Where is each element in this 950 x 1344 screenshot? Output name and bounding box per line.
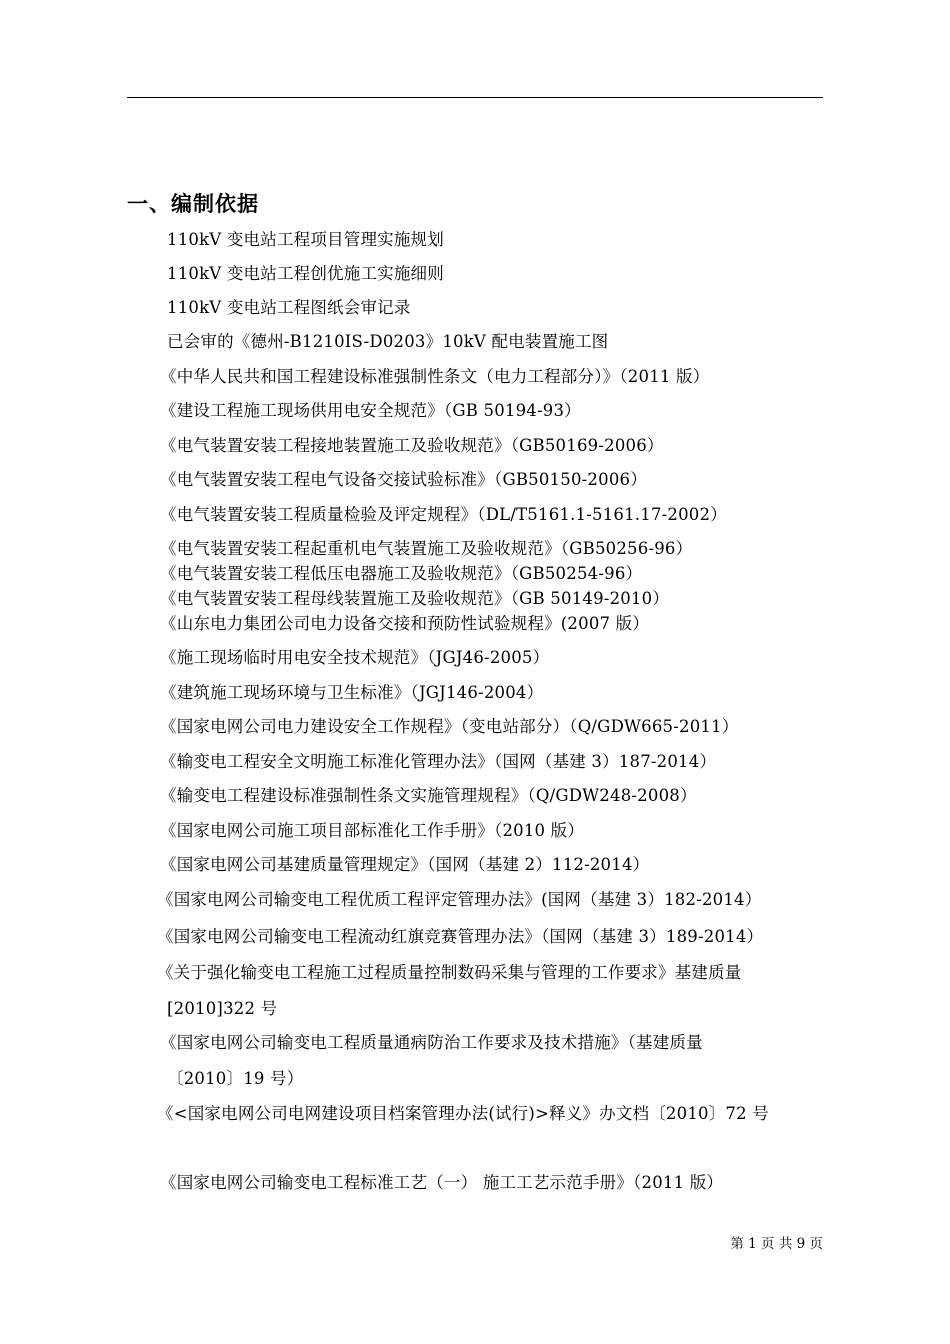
reference-line: 《国家电网公司电力建设安全工作规程》（变电站部分）（Q/GDW665-2011） xyxy=(160,717,739,736)
reference-line: 《建筑施工现场环境与卫生标准》（JGJ146-2004） xyxy=(160,683,544,702)
reference-line: 《施工现场临时用电安全技术规范》（JGJ46-2005） xyxy=(160,648,550,667)
reference-line: 《输变电工程安全文明施工标准化管理办法》（国网（基建 3）187-2014） xyxy=(160,752,717,771)
page-number: 第 1 页 共 9 页 xyxy=(730,1236,823,1252)
reference-line: 《山东电力集团公司电力设备交接和预防性试验规程》(2007 版） xyxy=(160,614,650,633)
reference-line: 《国家电网公司输变电工程优质工程评定管理办法》(国网（基建 3）182-2014） xyxy=(157,890,762,909)
reference-line: 《电气装置安装工程低压电器施工及验收规范》（GB50254-96） xyxy=(160,564,643,583)
reference-line: 《<国家电网公司电网建设项目档案管理办法(试行)>释义》办文档〔2010〕72 号 xyxy=(157,1104,769,1123)
reference-line: 《国家电网公司输变电工程质量通病防治工作要求及技术措施》（基建质量 xyxy=(160,1033,703,1052)
reference-line: 《电气装置安装工程母线装置施工及验收规范》（GB 50149-2010） xyxy=(160,589,670,608)
reference-line: 110kV 变电站工程创优施工实施细则 xyxy=(167,264,444,283)
reference-line: 110kV 变电站工程项目管理实施规划 xyxy=(167,230,444,249)
reference-line: 《电气装置安装工程电气设备交接试验标准》（GB50150-2006） xyxy=(160,470,647,489)
reference-line: 《国家电网公司基建质量管理规定》（国网（基建 2）112-2014） xyxy=(160,855,650,874)
reference-line: 《输变电工程建设标准强制性条文实施管理规程》（Q/GDW248-2008） xyxy=(160,786,697,805)
reference-line: 《电气装置安装工程起重机电气装置施工及验收规范》（GB50256-96） xyxy=(160,539,693,558)
section-heading: 一、编制依据 xyxy=(127,191,259,216)
reference-line: 《电气装置安装工程接地装置施工及验收规范》（GB50169-2006） xyxy=(160,436,664,455)
reference-line: 《关于强化输变电工程施工过程质量控制数码采集与管理的工作要求》基建质量 xyxy=(157,963,742,982)
reference-line: 《电气装置安装工程质量检验及评定规程》（DL/T5161.1-5161.17-2002） xyxy=(160,505,727,524)
reference-line: 已会审的《德州-B1210IS-D0203》10kV 配电装置施工图 xyxy=(167,332,609,351)
reference-line-continuation: [2010]322 号 xyxy=(167,999,278,1018)
reference-line: 110kV 变电站工程图纸会审记录 xyxy=(167,298,411,317)
header-rule xyxy=(127,97,823,98)
reference-line: 《国家电网公司施工项目部标准化工作手册》（2010 版） xyxy=(160,821,585,840)
reference-line: 《国家电网公司输变电工程标准工艺（一） 施工工艺示范手册》（2011 版） xyxy=(160,1173,724,1192)
reference-line: 《建设工程施工现场供用电安全规范》（GB 50194-93） xyxy=(160,401,581,420)
reference-line: 《国家电网公司输变电工程流动红旗竞赛管理办法》（国网（基建 3）189-2014） xyxy=(157,927,764,946)
reference-line-continuation: 〔2010〕19 号） xyxy=(167,1069,304,1088)
reference-line: 《中华人民共和国工程建设标准强制性条文（电力工程部分）》（2011 版） xyxy=(160,367,710,386)
